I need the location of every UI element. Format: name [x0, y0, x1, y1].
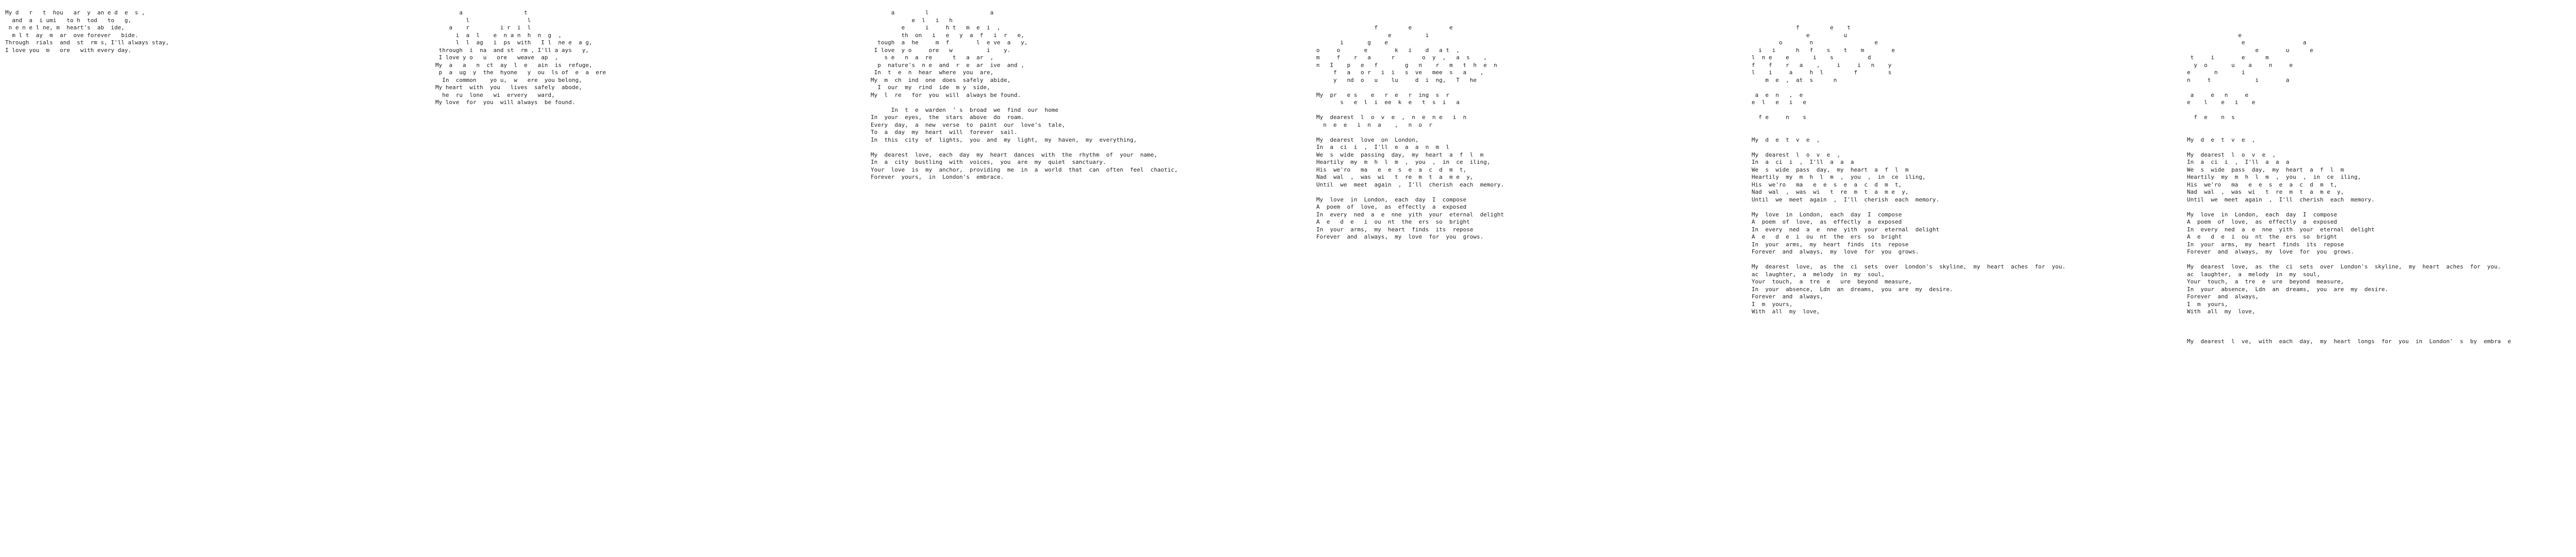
- text-line: [2177, 256, 2558, 264]
- text-line: In t e warden ' s broad we find our home: [871, 106, 1059, 113]
- text-line: through i na and st rm , I'll a ays y,: [435, 46, 589, 54]
- text-line: Forever and always, my love for you grows.: [1306, 233, 1484, 240]
- text-line: I m yours,: [1741, 300, 1793, 308]
- text-line: m l t ay m ar ove forever bide.: [5, 31, 139, 39]
- text-line: l l: [435, 16, 531, 24]
- text-line: [1741, 107, 2123, 114]
- text-line: Your touch, a tre e ure beyond measure,: [2177, 278, 2344, 285]
- text-line: Forever and always,: [1741, 293, 1823, 300]
- text-line: We s wide pass day, my heart a f l m: [1741, 166, 1909, 173]
- text-line: My d e t v e ,: [1741, 136, 1820, 143]
- text-line: f e n s: [2177, 114, 2235, 121]
- text-line: a r i r i l: [435, 24, 541, 31]
- text-line: ac laughter, a melody in my soul,: [1741, 271, 1885, 278]
- text-line: p a ug y the hyone y ou ls of e a ere: [435, 69, 606, 76]
- text-line: n I p e f g n r m t h e n: [1306, 61, 1497, 69]
- text-line: [1741, 17, 2123, 25]
- text-line: In this city of lights, you and my light, my haven, my everything,: [871, 136, 1137, 143]
- text-line: My heart with you lives safely abode,: [435, 84, 582, 91]
- text-line: I our my rind ide m y side,: [871, 84, 990, 91]
- text-line: Forever and always, my love for you grows.: [2177, 248, 2354, 255]
- text-panel: [871, 9, 1252, 181]
- text-line: l l ag i ps with I l ne e a g,: [435, 39, 592, 46]
- text-line: a e n , e: [1741, 91, 1803, 98]
- text-line: I love y o u ore weave ap ,: [435, 54, 558, 61]
- text-line: [1741, 256, 2123, 264]
- text-line: [1306, 9, 1687, 17]
- text-line: A poem of love, as effectly a exposed: [1306, 204, 1467, 210]
- text-line: I love you m ore with every day.: [5, 46, 132, 54]
- text-line: My love in London, each day I compose: [1306, 196, 1467, 203]
- text-line: f e n s: [1741, 114, 1806, 121]
- text-line: a t: [435, 9, 528, 16]
- text-line: My dearest love, as the ci sets over London's skyline, my heart aches for you.: [2177, 263, 2501, 270]
- text-line: My love in London, each day I compose: [1741, 211, 1902, 218]
- text-line: My love in London, each day I compose: [2177, 211, 2337, 218]
- text-line: a e n e: [2177, 91, 2249, 98]
- text-line: [1306, 17, 1687, 25]
- text-line: My a a n ct ay l e ain is refuge,: [435, 61, 592, 69]
- text-line: e l e i e: [1741, 99, 1806, 106]
- text-line: In your absence, Ldn an dreams, you are my desire.: [2177, 285, 2388, 293]
- text-line: My dearest l o v e ,: [2177, 151, 2276, 158]
- text-line: l n e e i s d: [1741, 54, 1871, 61]
- text-line: e: [2177, 31, 2242, 39]
- text-line: i a l e n a n h n g ,: [435, 31, 562, 39]
- text-line: [1306, 84, 1687, 92]
- text-panel: [1741, 9, 2123, 316]
- text-line: [1741, 204, 2123, 211]
- text-line: Nad wal , was wi t re m t a m e y,: [1306, 174, 1473, 180]
- text-line: In every ned a e nne yith your eternal delight: [1306, 211, 1504, 218]
- text-line: l i a h l f s: [1741, 69, 1892, 76]
- text-line: My dearest l ve, with each day, my heart longs for you in London' s by embra e: [2177, 338, 2512, 345]
- text-line: [2177, 107, 2558, 114]
- text-line: e i: [1306, 31, 1429, 39]
- text-line: e l i h: [871, 16, 953, 24]
- text-line: p nature's n e and r e ar ive and ,: [871, 61, 1025, 69]
- text-line: [2177, 316, 2558, 324]
- text-line: [1741, 9, 2123, 17]
- text-line: Heartily my m h l m , you , in ce iling,: [2177, 174, 2361, 180]
- text-line: My d r t hou ar y an e d e s ,: [5, 9, 145, 16]
- text-line: e u: [1741, 31, 1848, 39]
- text-line: f e t: [1741, 24, 1851, 31]
- text-line: [1306, 189, 1687, 196]
- text-line: ac laughter, a melody in my soul,: [2177, 271, 2320, 278]
- text-line: [1741, 144, 2123, 151]
- text-line: e u e: [2177, 46, 2313, 54]
- text-line: We s wide passing day, my heart a f l m: [1306, 151, 1484, 158]
- text-line: Until we meet again , I'll cherish each memory.: [2177, 196, 2375, 203]
- text-line: [2177, 84, 2558, 92]
- text-line: Heartily my m h l m , you , in ce iling,: [1741, 174, 1926, 180]
- text-line: [2177, 129, 2558, 137]
- text-panel: [5, 9, 386, 54]
- text-panel: [1306, 9, 1687, 241]
- text-line: Heartily my m h l m , you , in ce iling,: [1306, 159, 1490, 165]
- text-line: In your eyes, the stars above do roam.: [871, 114, 1025, 121]
- text-line: i g e: [1306, 39, 1388, 46]
- text-line: In your absence, Ldn an dreams, you are my desire.: [1741, 285, 1953, 293]
- text-line: In your arms, my heart finds its repose: [1306, 226, 1473, 233]
- text-line: Nad wal , was wi t re m t a m e y,: [2177, 189, 2344, 195]
- text-line: th on i e y a f i r e,: [871, 31, 1025, 39]
- text-line: [1741, 122, 2123, 129]
- text-line: e i h t m e i ,: [871, 24, 1001, 31]
- text-line: and a i umi to h tod to g,: [5, 16, 132, 24]
- text-line: e l e i e: [2177, 99, 2256, 106]
- text-line: e a: [2177, 39, 2307, 46]
- text-line: o n e: [1741, 39, 1878, 46]
- text-line: y nd o u lu d i ng, T he: [1306, 76, 1477, 83]
- text-line: n t i a: [2177, 76, 2290, 83]
- text-line: [1306, 107, 1687, 114]
- text-line: A poem of love, as effectly a exposed: [2177, 218, 2337, 225]
- text-line: My dearest love, as the ci sets over London's skyline, my heart aches for you.: [1741, 263, 2066, 270]
- text-line: Every day, a new verse to paint our love's tale,: [871, 121, 1065, 128]
- text-line: Forever yours, in London's embrace.: [871, 174, 1004, 180]
- text-line: My dearest love, each day my heart dances with the rhythm of your name,: [871, 151, 1158, 158]
- text-line: m e , at s n: [1741, 76, 1837, 83]
- text-line: In a ci i , I'll a a a: [2177, 159, 2290, 165]
- text-line: he ru lone wi ervery ward,: [435, 91, 555, 98]
- text-line: [2177, 9, 2558, 17]
- text-line: His we'ro ma e e s e a c d m t,: [2177, 181, 2337, 188]
- text-line: In every ned a e nne yith your eternal delight: [2177, 226, 2375, 233]
- text-line: My dearest l o v e ,: [1741, 151, 1841, 158]
- text-line: With all my love,: [1741, 308, 1820, 315]
- text-line: Nad wal , was wi t re m t a m e y,: [1741, 189, 1909, 195]
- text-line: [2177, 204, 2558, 211]
- text-line: [1741, 129, 2123, 137]
- text-line: In your arms, my heart finds its repose: [1741, 241, 1909, 248]
- text-line: [871, 144, 1252, 151]
- text-line: f f r a , i i n y: [1741, 61, 1892, 69]
- text-line: m f r a r o y , a s ,: [1306, 54, 1487, 61]
- text-line: A e d e i ou nt the ers so bright: [2177, 233, 2337, 240]
- text-line: A poem of love, as effectly a exposed: [1741, 218, 1902, 225]
- text-line: In t e n hear where you are,: [871, 69, 994, 76]
- text-line: In your arms, my heart finds its repose: [2177, 241, 2344, 248]
- text-line: f a o r i i s ve mee s a ,: [1306, 69, 1484, 76]
- text-line: e n i: [2177, 69, 2256, 76]
- text-line: A e d e i ou nt the ers so bright: [1741, 233, 1902, 240]
- text-line: [1306, 129, 1687, 137]
- text-line: [2177, 122, 2558, 129]
- text-panel: [435, 9, 817, 107]
- text-line: [2177, 144, 2558, 151]
- text-line: s e l i ee k e t s i a: [1306, 99, 1460, 106]
- text-line: [1741, 84, 2123, 92]
- text-line: y o u a n e: [2177, 61, 2293, 69]
- text-line: [2177, 331, 2558, 339]
- text-line: In a city bustling with voices, you are my quiet sanctuary.: [871, 159, 1106, 165]
- text-line: My dearest l o v e , n e n e i n: [1306, 114, 1467, 121]
- text-line: His we'ro ma e e s e a c d m t,: [1741, 181, 1902, 188]
- text-line: n e n e l ne, m heart's ab ide,: [5, 24, 125, 31]
- text-line: His we'ro ma e e s e a c d m t,: [1306, 166, 1467, 173]
- text-line: Until we meet again , I'll cherish each memory.: [1741, 196, 1940, 203]
- text-line: a l a: [871, 9, 994, 16]
- text-line: i i h f s t m e: [1741, 46, 1895, 54]
- text-line: In a ci i , I'll e a a n m l: [1306, 144, 1450, 150]
- text-line: In common yo u, w ere you belong,: [435, 76, 582, 83]
- text-line: My m ch ind one does safely abide,: [871, 76, 1011, 83]
- text-line: My pr e s e r e r ing s r: [1306, 91, 1450, 98]
- text-line: My dearest love on London,: [1306, 136, 1419, 143]
- text-line: t i e m: [2177, 54, 2269, 61]
- text-line: My love for you will always be found.: [435, 99, 575, 106]
- text-line: My d e t v e ,: [2177, 136, 2256, 143]
- text-line: Until we meet again , I'll cherish each memory.: [1306, 181, 1504, 188]
- text-line: Forever and always, my love for you grows.: [1741, 248, 1919, 255]
- text-line: In every ned a e nne yith your eternal delight: [1741, 226, 1940, 233]
- text-line: Through rials and st rm s, I'll always stay,: [5, 39, 169, 46]
- text-line: Forever and always,: [2177, 293, 2259, 300]
- text-line: In a ci i , I'll a a a: [1741, 159, 1854, 165]
- text-line: A e d e i ou nt the ers so bright: [1306, 218, 1470, 225]
- text-panel: [2177, 9, 2558, 346]
- text-line: Your love is my anchor, providing me in a world that can often feel chaotic,: [871, 166, 1178, 173]
- text-line: To a day my heart will forever sail.: [871, 129, 1018, 136]
- text-line: Your touch, a tre e ure beyond measure,: [1741, 278, 1912, 285]
- text-line: We s wide pass day, my heart a f l m: [2177, 166, 2344, 173]
- text-line: [2177, 17, 2558, 25]
- text-line: [2177, 24, 2558, 32]
- text-line: tough a he m f l e ve a y,: [871, 39, 1028, 46]
- text-line: My l re for you will always be found.: [871, 91, 1021, 98]
- text-line: s e n a re t a ar ,: [871, 54, 994, 61]
- text-line: I love y o ore w i y.: [871, 46, 1011, 54]
- text-line: [2177, 323, 2558, 331]
- text-line: [871, 99, 1252, 107]
- text-line: f e e: [1306, 24, 1453, 31]
- text-line: I m yours,: [2177, 300, 2228, 308]
- text-line: o o e k i d a t ,: [1306, 46, 1460, 54]
- text-line: n e e i n a , n o r: [1306, 121, 1433, 128]
- text-line: With all my love,: [2177, 308, 2256, 315]
